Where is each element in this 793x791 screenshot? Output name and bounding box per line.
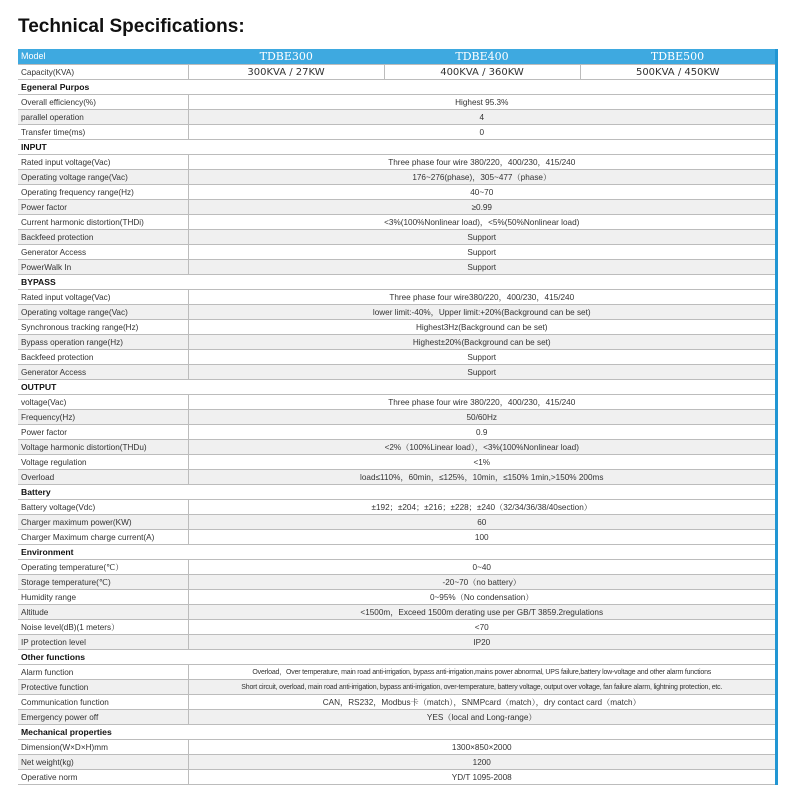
section-title: Battery (18, 485, 775, 500)
spec-label: Storage temperature(℃) (18, 575, 188, 590)
spec-row (18, 395, 775, 410)
spec-row (18, 95, 775, 110)
spec-row (18, 155, 775, 170)
spec-row (18, 665, 775, 680)
model-tdbe300: TDBE300 (188, 49, 384, 65)
page-title: Technical Specifications: (18, 16, 245, 37)
spec-row (18, 290, 775, 305)
spec-row (18, 710, 775, 725)
spec-value: Support (188, 350, 775, 365)
spec-value: lower limit:-40%，Upper limit:+20%(Background can be set) (188, 305, 775, 320)
spec-label: voltage(Vac) (18, 395, 188, 410)
spec-row (18, 755, 775, 770)
spec-value: YD/T 1095-2008 (188, 770, 775, 785)
section-header-row (18, 140, 775, 155)
spec-label: Voltage regulation (18, 455, 188, 470)
spec-label: Dimension(W×D×H)mm (18, 740, 188, 755)
spec-value: 0 (188, 125, 775, 140)
spec-row (18, 410, 775, 425)
spec-label: Overload (18, 470, 188, 485)
spec-row (18, 215, 775, 230)
section-title: BYPASS (18, 275, 775, 290)
spec-row (18, 230, 775, 245)
spec-label: Operating voltage range(Vac) (18, 305, 188, 320)
spec-label: Current harmonic distortion(THDi) (18, 215, 188, 230)
spec-value: Support (188, 230, 775, 245)
spec-row (18, 740, 775, 755)
spec-label: Bypass operation range(Hz) (18, 335, 188, 350)
spec-row (18, 170, 775, 185)
spec-value: Support (188, 260, 775, 275)
spec-label: Rated input voltage(Vac) (18, 290, 188, 305)
spec-row (18, 260, 775, 275)
spec-label: Transfer time(ms) (18, 125, 188, 140)
spec-value: Highest3Hz(Background can be set) (188, 320, 775, 335)
spec-value: 176~276(phase)，305~477（phase） (188, 170, 775, 185)
spec-label: Frequency(Hz) (18, 410, 188, 425)
spec-row (18, 245, 775, 260)
spec-row (18, 125, 775, 140)
spec-value: IP20 (188, 635, 775, 650)
spec-row (18, 365, 775, 380)
model-header-row (18, 49, 775, 65)
spec-row (18, 470, 775, 485)
spec-row (18, 200, 775, 215)
spec-row (18, 305, 775, 320)
section-title: OUTPUT (18, 380, 775, 395)
spec-value: Short circuit, overload, main road anti-irrigation, bypass anti-irrigation, over-temperature, battery voltage, output over voltage, fan failure alarm, lightning protection, etc. (188, 680, 775, 695)
spec-label: Generator Access (18, 365, 188, 380)
capacity-tdbe400: 400KVA / 360KW (384, 65, 580, 80)
spec-value: Highest 95.3% (188, 95, 775, 110)
spec-row (18, 110, 775, 125)
spec-value: Three phase four wire380/220，400/230，415/240 (188, 290, 775, 305)
capacity-label: Capacity(KVA) (18, 65, 188, 80)
spec-value: <1500m，Exceed 1500m derating use per GB/T 3859.2regulations (188, 605, 775, 620)
section-title: Mechanical properties (18, 725, 775, 740)
spec-value: <3%(100%Nonlinear load)，<5%(50%Nonlinear load) (188, 215, 775, 230)
spec-label: Altitude (18, 605, 188, 620)
spec-value: 1300×850×2000 (188, 740, 775, 755)
spec-label: Backfeed protection (18, 230, 188, 245)
spec-label: Operating temperature(℃） (18, 560, 188, 575)
spec-label: Noise level(dB)(1 meters） (18, 620, 188, 635)
spec-value: ≥0.99 (188, 200, 775, 215)
spec-label: Backfeed protection (18, 350, 188, 365)
spec-row (18, 590, 775, 605)
section-header-row (18, 80, 775, 95)
spec-value: YES（local and Long-range） (188, 710, 775, 725)
specifications-table (18, 49, 778, 785)
spec-label: Operating frequency range(Hz) (18, 185, 188, 200)
spec-value: Overload，Over temperature, main road anti-irrigation, bypass anti-irrigation,mains power abnormal, UPS failure,battery low-voltage and other alarm functions (188, 665, 775, 680)
spec-value: 4 (188, 110, 775, 125)
spec-row (18, 530, 775, 545)
spec-row (18, 680, 775, 695)
spec-label: Battery voltage(Vdc) (18, 500, 188, 515)
spec-row (18, 605, 775, 620)
section-header-row (18, 485, 775, 500)
model-tdbe400: TDBE400 (384, 49, 580, 65)
spec-value: Three phase four wire 380/220，400/230，415/240 (188, 155, 775, 170)
spec-row (18, 635, 775, 650)
spec-label: PowerWalk In (18, 260, 188, 275)
spec-value: Three phase four wire 380/220，400/230，415/240 (188, 395, 775, 410)
spec-value: CAN，RS232，Modbus卡（match），SNMPcard（match），dry contact card（match） (188, 695, 775, 710)
model-label: Model (18, 49, 188, 65)
spec-row (18, 560, 775, 575)
spec-value: ±192；±204；±216；±228；±240（32/34/36/38/40section） (188, 500, 775, 515)
capacity-row (18, 65, 775, 80)
spec-value: 60 (188, 515, 775, 530)
spec-label: Operative norm (18, 770, 188, 785)
spec-row (18, 425, 775, 440)
spec-label: Synchronous tracking range(Hz) (18, 320, 188, 335)
spec-label: Emergency power off (18, 710, 188, 725)
section-title: Egeneral Purpos (18, 80, 775, 95)
section-title: INPUT (18, 140, 775, 155)
spec-value: <2%（100%Linear load），<3%(100%Nonlinear load) (188, 440, 775, 455)
spec-value: -20~70（no battery） (188, 575, 775, 590)
section-title: Other functions (18, 650, 775, 665)
spec-row (18, 620, 775, 635)
spec-value: <1% (188, 455, 775, 470)
spec-label: Operating voltage range(Vac) (18, 170, 188, 185)
section-header-row (18, 725, 775, 740)
section-header-row (18, 545, 775, 560)
spec-label: Charger Maximum charge current(A) (18, 530, 188, 545)
capacity-tdbe300: 300KVA / 27KW (188, 65, 384, 80)
spec-row (18, 455, 775, 470)
spec-value: 40~70 (188, 185, 775, 200)
spec-row (18, 185, 775, 200)
capacity-tdbe500: 500KVA / 450KW (580, 65, 775, 80)
spec-label: Power factor (18, 200, 188, 215)
spec-label: Communication function (18, 695, 188, 710)
spec-row (18, 440, 775, 455)
spec-row (18, 320, 775, 335)
spec-label: IP protection level (18, 635, 188, 650)
spec-value: 0~95%（No condensation） (188, 590, 775, 605)
spec-label: Power factor (18, 425, 188, 440)
spec-row (18, 695, 775, 710)
spec-value: 100 (188, 530, 775, 545)
spec-row (18, 770, 775, 785)
spec-value: 1200 (188, 755, 775, 770)
spec-label: parallel operation (18, 110, 188, 125)
section-header-row (18, 275, 775, 290)
spec-value: <70 (188, 620, 775, 635)
spec-value: 0.9 (188, 425, 775, 440)
spec-value: Highest±20%(Background can be set) (188, 335, 775, 350)
spec-label: Humidity range (18, 590, 188, 605)
spec-label: Overall efficiency(%) (18, 95, 188, 110)
spec-label: Charger maximum power(KW) (18, 515, 188, 530)
spec-value: Support (188, 365, 775, 380)
section-header-row (18, 380, 775, 395)
spec-row (18, 500, 775, 515)
spec-label: Generator Access (18, 245, 188, 260)
model-tdbe500: TDBE500 (580, 49, 775, 65)
spec-label: Protective function (18, 680, 188, 695)
spec-row (18, 350, 775, 365)
spec-label: Alarm function (18, 665, 188, 680)
spec-value: 50/60Hz (188, 410, 775, 425)
spec-value: load≤110%，60min，≤125%，10min，≤150% 1min,>150% 200ms (188, 470, 775, 485)
spec-row (18, 515, 775, 530)
spec-value: 0~40 (188, 560, 775, 575)
spec-label: Net weight(kg) (18, 755, 188, 770)
spec-label: Voltage harmonic distortion(THDu) (18, 440, 188, 455)
spec-value: Support (188, 245, 775, 260)
section-header-row (18, 650, 775, 665)
spec-row (18, 335, 775, 350)
section-title: Environment (18, 545, 775, 560)
spec-label: Rated input voltage(Vac) (18, 155, 188, 170)
spec-row (18, 575, 775, 590)
